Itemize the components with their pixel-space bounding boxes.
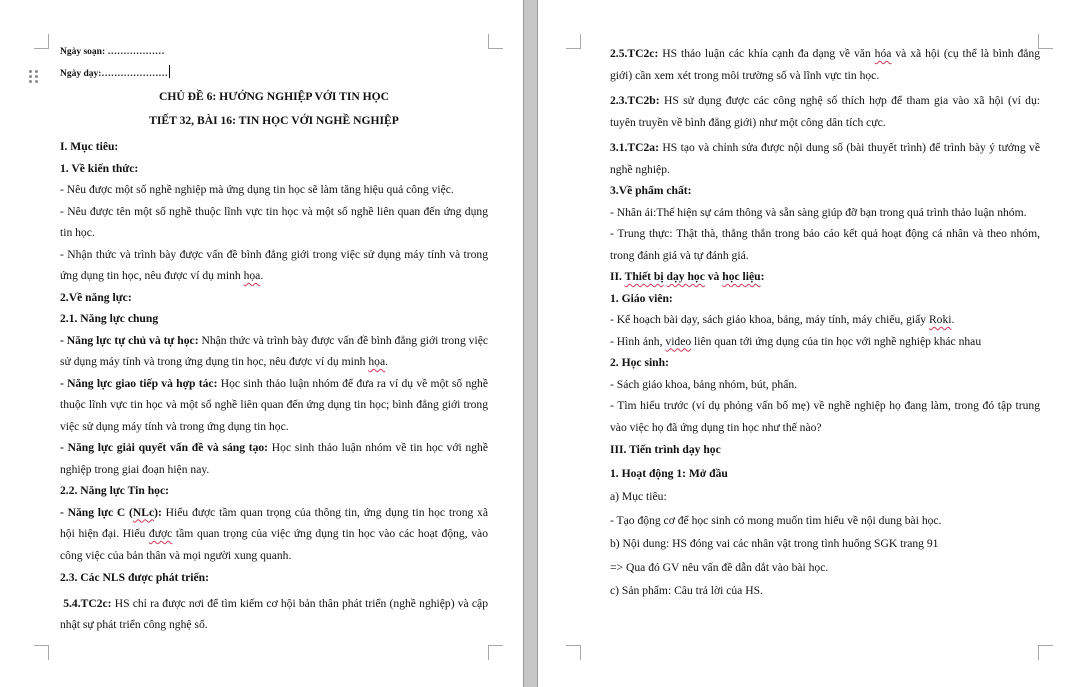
heading-nls: 2.3. Các NLS được phát triển: <box>60 571 209 584</box>
san-pham-c: c) Sản phẩm: Câu trả lời của HS. <box>610 584 763 597</box>
kien-thuc-item-3: - Nhận thức và trình bày được vấn đề bình đẳng giới trong việc sử dụng máy tính và trong ứng dụng tin học, nêu được ví dụ minh họa. <box>60 247 488 282</box>
heading-hoat-dong-1: 1. Hoạt động 1: Mở đầu <box>610 466 728 480</box>
document-page-right[interactable] <box>538 0 1068 687</box>
ngay-soan-line: Ngày soạn: ……………… <box>60 47 165 57</box>
tc-5-4: 5.4.TC2c: HS chỉ ra được nơi để tìm kiếm cơ hội bản thân phát triển (nghề nghiệp) và cập nhật sự phát triển công nghệ số. <box>60 596 488 631</box>
tc-2-5: 2.5.TC2c: HS thảo luận các khía cạnh đa dạng về văn hóa và xã hội (cụ thể là bình đẳng giới) cần xem xét trong môi trường số và lĩnh vực tin học. <box>610 47 1040 82</box>
spelling-mark[interactable]: Roki <box>928 313 952 326</box>
heading-thiet-bi: II. Thiết bị dạy học và học liệu: <box>610 270 765 283</box>
spelling-mark[interactable]: Thiết bị <box>624 270 664 283</box>
crop-mark-top-right <box>1038 34 1053 49</box>
pham-chat-nhan-ai: - Nhân ái:Thể hiện sự cảm thông và sẵn sàng giúp đỡ bạn trong quá trình thảo luận nhóm. <box>610 205 1027 219</box>
crop-mark-top-left <box>566 34 581 49</box>
crop-mark-top-left <box>34 34 49 49</box>
noi-dung-b: b) Nội dung: HS đóng vai các nhân vật trong tình huống SGK trang 91 <box>610 537 939 550</box>
heading-nang-luc: 2.Về năng lực: <box>60 290 132 304</box>
crop-mark-bottom-right <box>1038 645 1053 660</box>
heading-kien-thuc: 1. Về kiến thức: <box>60 161 139 175</box>
tc-3-1: 3.1.TC2a: HS tạo và chỉnh sửa được nội dung số (bài thuyết trình) để trình bày ý tưởng về nghề nghiệp. <box>610 141 1040 176</box>
spelling-mark[interactable]: NLc <box>132 505 155 519</box>
spelling-mark[interactable]: học liệu <box>722 270 761 283</box>
heading-giao-vien: 1. Giáo viên: <box>610 291 673 305</box>
pham-chat-trung-thuc: - Trung thực: Thật thà, thẳng thắn trong báo cáo kết quả hoạt động cá nhân và theo nhóm, trong đánh giá và tự đánh giá. <box>610 227 1040 262</box>
giao-vien-item-2: - Hình ảnh, video liên quan tới ứng dụng của tin học với nghề nghiệp khác nhau <box>610 334 982 348</box>
kien-thuc-item-2: - Nêu được tên một số nghề thuộc lĩnh vực tin học và một số nghề liên quan đến ứng dụng tin học. <box>60 204 488 239</box>
crop-mark-bottom-right <box>488 645 503 660</box>
heading-pham-chat: 3.Về phẩm chất: <box>610 184 692 197</box>
tc-2-3: 2.3.TC2b: HS sử dụng được các công nghệ số thích hợp để tham gia vào xã hội (ví dụ: tuyên truyền về bình đẳng giới) như một công dân tích cực. <box>610 94 1040 129</box>
document-page-left[interactable] <box>0 0 523 687</box>
spelling-mark[interactable]: được <box>148 527 173 540</box>
crop-mark-top-right <box>488 34 503 49</box>
crop-mark-bottom-left <box>34 645 49 660</box>
noi-dung-b-text: => Qua đó GV nêu vấn đề dẫn dắt vào bài học. <box>610 560 829 574</box>
muc-tieu-a: a) Mục tiêu: <box>610 490 667 503</box>
kien-thuc-item-1: - Nêu được một số nghề nghiệp mà ứng dụng tin học sẽ làm tăng hiệu quả công việc. <box>60 183 454 196</box>
nang-luc-gqvd: - Năng lực giải quyết vấn đề và sáng tạo: Học sinh thảo luận nhóm về tin học với nghề nghiệp trong giai đoạn hiện nay. <box>60 441 488 476</box>
ngay-day-line: Ngày dạy:………………… <box>60 64 488 86</box>
topic-title: CHỦ ĐỀ 6: HƯỚNG NGHIỆP VỚI TIN HỌC <box>158 90 390 103</box>
nang-luc-tu-chu: - Năng lực tự chủ và tự học: Nhận thức và trình bày được vấn đề bình đẳng giới trong việc sử dụng máy tính và trong ứng dụng tin học, nêu được ví dụ minh họa. <box>60 333 488 368</box>
muc-tieu-a-text: - Tạo động cơ để học sinh có mong muốn tìm hiểu về nội dung bài học. <box>610 513 942 527</box>
heading-hoc-sinh: 2. Học sinh: <box>610 356 669 369</box>
left-page-body[interactable] <box>60 42 488 636</box>
spelling-mark[interactable]: hóa <box>874 47 892 60</box>
right-page-body[interactable] <box>610 43 1040 603</box>
text-cursor <box>169 65 170 78</box>
page-gutter <box>523 0 538 687</box>
heading-muc-tieu: I. Mục tiêu: <box>60 140 119 153</box>
crop-mark-bottom-left <box>566 645 581 660</box>
spelling-mark[interactable]: họa <box>368 355 386 368</box>
nang-luc-giao-tiep: - Năng lực giao tiếp và hợp tác: Học sinh thảo luận nhóm để đưa ra ví dụ về một số nghề thuộc lĩnh vực tin học và một số nghề liên quan đến ứng dụng tin học; bình đẳng giới trong việc sử dụng máy tính và trong ứng dụng tin học. <box>60 376 489 433</box>
heading-nang-luc-tin-hoc: 2.2. Năng lực Tin học: <box>60 484 169 497</box>
heading-nang-luc-chung: 2.1. Năng lực chung <box>60 312 159 325</box>
hoc-sinh-item-1: - Sách giáo khoa, bảng nhóm, bút, phấn. <box>610 377 798 391</box>
spelling-mark[interactable]: video <box>665 334 692 348</box>
heading-tien-trinh: III. Tiến trình dạy học <box>610 443 721 456</box>
lesson-title: TIẾT 32, BÀI 16: TIN HỌC VỚI NGHỀ NGHIỆP <box>149 113 399 127</box>
hoc-sinh-item-2: - Tìm hiểu trước (ví dụ phỏng vấn bố mẹ) về nghề nghiệp họ đang làm, trong đó tập trung vào việc họ đã ứng dụng tin học như thế nào? <box>610 399 1040 434</box>
giao-vien-item-1: - Kế hoạch bài dạy, sách giáo khoa, bảng, máy tính, máy chiếu, giấy Roki. <box>610 313 955 326</box>
paragraph-drag-handle-icon[interactable] <box>29 70 39 84</box>
spelling-mark[interactable]: họa <box>243 269 261 282</box>
spelling-mark[interactable]: dạy học <box>666 270 705 283</box>
nang-luc-c: - Năng lực C (NLc): Hiểu được tầm quan trọng của thông tin, ứng dụng tin học trong xã hội hiện đại. Hiểu được tầm quan trọng của việc ứng dụng tin học vào các hoạt động, vào công việc của bản thân và mọi người xung quanh. <box>60 505 488 562</box>
